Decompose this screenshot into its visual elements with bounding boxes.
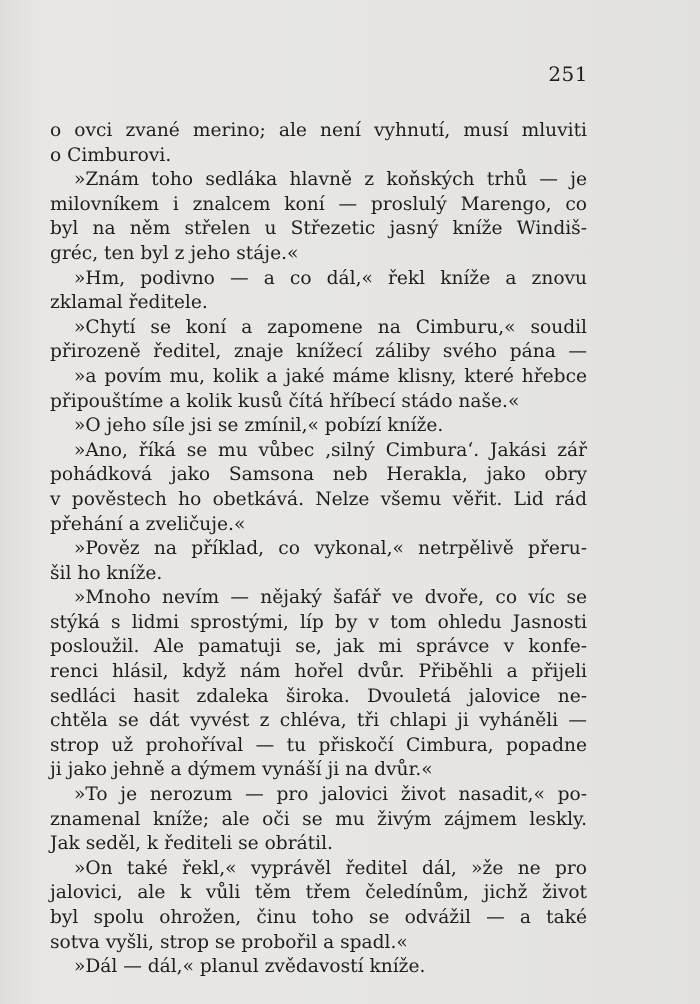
text-line: zklamal ředitele. [50, 292, 208, 314]
text-line: »Pověz na příklad, co vykonal,« netrpělivě přeru- [74, 538, 587, 560]
text-line: »Chytí se koní a zapomene na Cimburu,« soudil [74, 316, 587, 338]
text-line: »To je nerozum — pro jalovici život nasadit,« po- [74, 784, 587, 806]
page-number: 251 [548, 62, 588, 86]
text-line: »Ano, říká se mu vůbec ‚silný Cimbura‘. Jakási zář [74, 439, 587, 461]
text-line: o Cimburovi. [50, 144, 172, 166]
text-line: »Znám toho sedláka hlavně z koňských trhů — je [74, 169, 587, 191]
text-line: »Hm, podivno — a co dál,« řekl kníže a znovu [74, 267, 587, 289]
text-line: strop už prohoříval — tu přiskočí Cimbura, popadne [50, 734, 587, 756]
text-line: ji jako jehně a dýmem vynáší ji na dvůr.« [50, 759, 433, 781]
text-line: sotva vyšli, strop se probořil a spadl.« [50, 931, 408, 953]
text-line: byl na něm střelen u Střezetic jasný kníže Windiš- [50, 218, 587, 240]
text-line: chtěla se dát vyvést z chléva, tři chlapi ji vyháněli — [50, 710, 587, 732]
text-line: v pověstech ho obetkává. Nelze všemu věřit. Lid rád [50, 488, 587, 510]
text-line: gréc, ten byl z jeho stáje.« [50, 242, 299, 264]
text-line: pohádková jako Samsona neb Herakla, jako obry [50, 464, 587, 486]
text-line: »Mnoho nevím — nějaký šafář ve dvoře, co víc se [74, 587, 587, 609]
text-line: »a povím mu, kolik a jaké máme klisny, které hřebce [74, 365, 587, 387]
text-line: přirozeně ředitel, znaje knížecí záliby svého pána — [50, 341, 587, 363]
text-line: připouštíme a kolik kusů čítá hříbecí stádo naše.« [50, 390, 520, 412]
text-line: šil ho kníže. [50, 562, 163, 584]
text-line: přehání a zveličuje.« [50, 513, 246, 535]
body-text [50, 119, 587, 980]
text-line: jalovici, ale k vůli těm třem čeledínům, jichž život [50, 882, 587, 904]
text-line: znamenal kníže; ale oči se mu živým zájmem leskly. [50, 808, 587, 830]
text-line: renci hlásil, když nám hořel dvůr. Přiběhli a přijeli [50, 661, 587, 683]
text-line: »On také řekl,« vyprávěl ředitel dál, »že ne pro [74, 857, 587, 879]
text-line: posloužil. Ale pamatuji se, jak mi správce v konfe- [50, 636, 587, 658]
text-line: o ovci zvané merino; ale není vyhnutí, musí mluviti [50, 120, 587, 141]
text-line: milovníkem i znalcem koní — proslulý Marengo, co [50, 193, 587, 215]
text-line: »Dál — dál,« planul zvědavostí kníže. [74, 956, 426, 978]
text-line: sedláci hasit zdaleka široka. Dvouletá jalovice ne- [50, 685, 587, 707]
text-line: byl spolu ohrožen, činu toho se odvážil — a také [50, 907, 587, 928]
text-line: »O jeho síle jsi se zmínil,« pobízí kníže. [74, 415, 444, 437]
text-line: stýká s lidmi sprostými, líp by v tom ohledu Jasnosti [50, 611, 587, 633]
text-line: Jak seděl, k řediteli se obrátil. [50, 833, 333, 855]
